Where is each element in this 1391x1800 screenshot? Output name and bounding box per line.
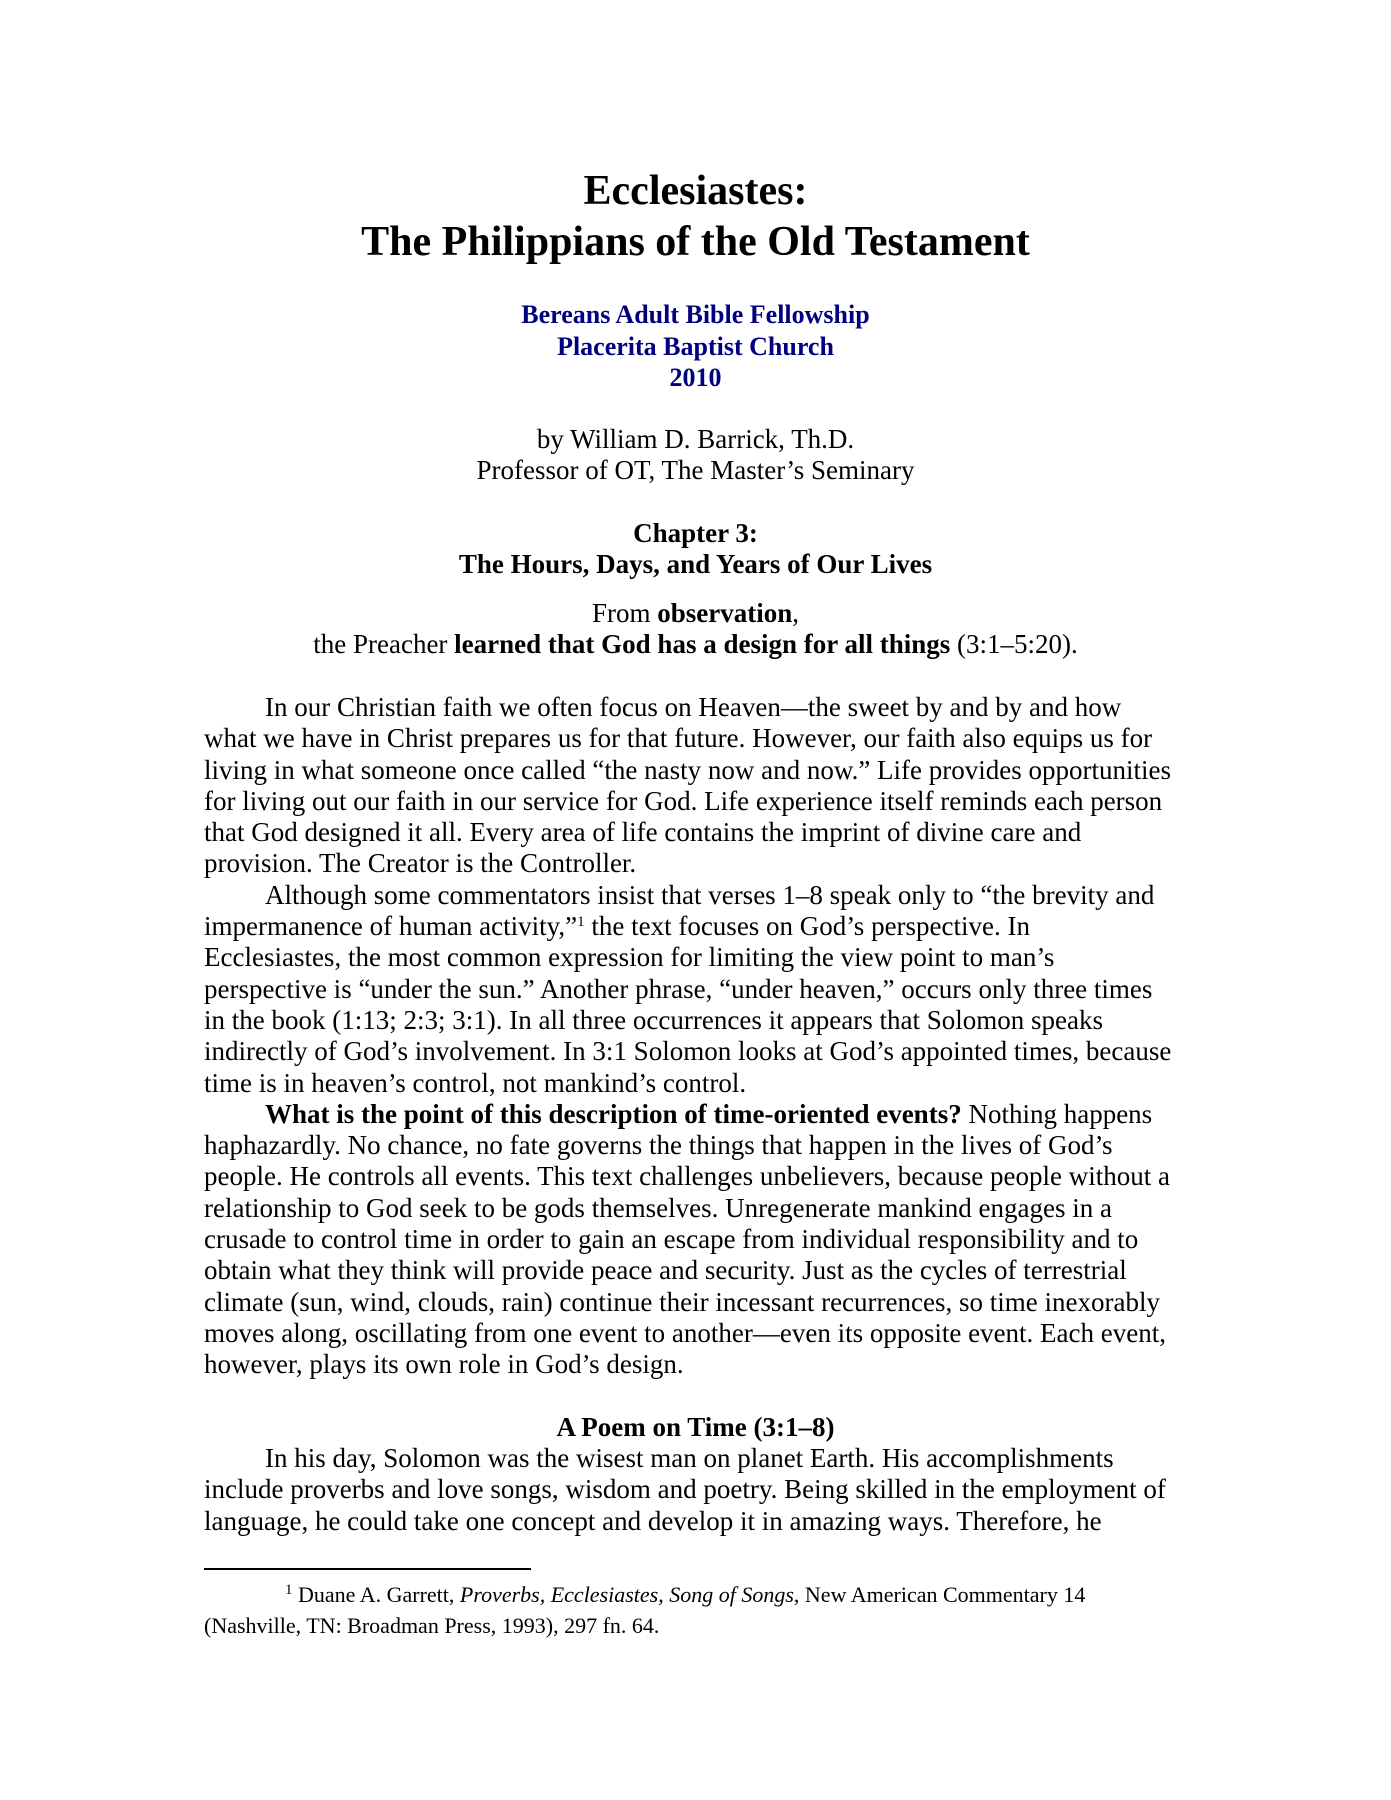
text-run: provision. The Creator is the Controller. [204, 848, 637, 879]
document-title [0, 166, 1391, 268]
text-line [204, 911, 1194, 942]
text-line [204, 1193, 1194, 1224]
text-run: in the book (1:13; 2:3; 3:1). In all three occurrences it appears that Solomon speaks [204, 1004, 1104, 1035]
text-run: , New American Commentary 14 [793, 1582, 1086, 1607]
text-line [204, 817, 1194, 848]
text-line [204, 1224, 1194, 1255]
text-line [204, 880, 1194, 911]
text-run: indirectly of God’s involvement. In 3:1 Solomon looks at God’s appointed times, because [204, 1036, 1172, 1067]
text-run: the Preacher [313, 629, 455, 660]
organization-block [0, 299, 1391, 394]
text-run: what we have in Christ prepares us for that future. However, our faith also equips us for [204, 723, 1153, 754]
text-run: however, plays its own role in God’s design. [204, 1349, 684, 1380]
thesis-statement [0, 598, 1391, 661]
body-text [204, 692, 1194, 1381]
text-run: people. He controls all events. This text challenges unbelievers, because people without a [204, 1161, 1170, 1192]
text-line [204, 786, 1194, 817]
text-run: climate (sun, wind, clouds, rain) continue their incessant recurrences, so time inexorably [204, 1286, 1160, 1317]
bold-text: What is the point of this description of time-oriented events? [265, 1098, 962, 1129]
chapter-number: Chapter 3: [633, 518, 758, 548]
text-run: In his day, Solomon was the wisest man on planet Earth. His accomplishments [265, 1443, 1114, 1473]
footnote [204, 1580, 1085, 1643]
text-run: crusade to control time in order to gain an escape from individual responsibility and to [204, 1224, 1139, 1255]
text-run: Duane A. Garrett, [292, 1582, 460, 1607]
thesis-line [0, 629, 1391, 660]
text-run: include proverbs and love songs, wisdom and poetry. Being skilled in the employment of [204, 1474, 1166, 1505]
author-name: by William D. Barrick, Th.D. [536, 424, 855, 454]
bold-text: learned that God has a design for all things [454, 629, 951, 660]
text-run: relationship to God seek to be gods themselves. Unregenerate mankind engages in a [204, 1192, 1112, 1223]
italic-text: Proverbs, Ecclesiastes, Song of Songs [459, 1582, 794, 1607]
year: 2010 [669, 363, 722, 392]
text-line [204, 1036, 1194, 1067]
text-line [204, 1580, 1085, 1611]
text-line [204, 1161, 1194, 1192]
text-run: Although some commentators insist that verses 1–8 speak only to “the brevity and [265, 879, 1155, 910]
text-run: Nothing happens [961, 1098, 1153, 1129]
church-name: Placerita Baptist Church [557, 331, 834, 361]
text-run: haphazardly. No chance, no fate governs the things that happen in the lives of God’s [204, 1130, 1113, 1161]
text-run: Ecclesiastes, the most common expression for limiting the view point to man’s [204, 942, 1055, 973]
text-run: (Nashville, TN: Broadman Press, 1993), 297 fn. 64. [204, 1613, 660, 1639]
title-line-2: The Philippians of the Old Testament [361, 219, 1030, 265]
text-line [204, 1005, 1194, 1036]
text-line [204, 1506, 1194, 1537]
text-line [204, 848, 1194, 879]
text-run: moves along, oscillating from one event to another—even its opposite event. Each event, [204, 1317, 1166, 1348]
text-line [204, 1287, 1194, 1318]
text-run: time is in heaven’s control, not mankind’s control. [204, 1067, 747, 1098]
text-line [204, 755, 1194, 786]
text-run: , [792, 598, 799, 628]
text-line [204, 1318, 1194, 1349]
thesis-line [0, 598, 1391, 629]
text-run: that God designed it all. Every area of life contains the imprint of divine care and [204, 817, 1082, 848]
fellowship-name: Bereans Adult Bible Fellowship [521, 300, 870, 329]
text-run: perspective is “under the sun.” Another phrase, “under heaven,” occurs only three times [204, 973, 1153, 1004]
section-heading: A Poem on Time (3:1–8) [556, 1412, 835, 1442]
title-line-1: Ecclesiastes: [583, 168, 808, 214]
text-run: From [591, 598, 658, 628]
footnote-separator [204, 1568, 531, 1570]
text-line [204, 692, 1194, 723]
text-line [204, 942, 1194, 973]
author-title: Professor of OT, The Master’s Seminary [476, 455, 915, 486]
footnote-marker: 1 [577, 914, 585, 931]
text-run: for living out our faith in our service for God. Life experience itself reminds each person [204, 785, 1163, 816]
section-body-text [204, 1443, 1194, 1537]
chapter-heading [0, 518, 1391, 581]
text-line [204, 1443, 1194, 1474]
author-block [0, 424, 1391, 487]
text-line [204, 723, 1194, 754]
text-run: impermanence of human activity,” [204, 911, 578, 942]
text-line [204, 1611, 1085, 1642]
chapter-title: The Hours, Days, and Years of Our Lives [458, 549, 933, 580]
text-run: (3:1–5:20). [950, 629, 1078, 660]
text-run: the text focuses on God’s perspective. In [584, 911, 1030, 942]
text-line [204, 1130, 1194, 1161]
bold-text: observation [657, 598, 793, 628]
text-run: language, he could take one concept and develop it in amazing ways. Therefore, he [204, 1505, 1102, 1536]
footnote-marker: 1 [285, 1582, 293, 1598]
text-line [204, 1068, 1194, 1099]
text-line [204, 974, 1194, 1005]
text-run: In our Christian faith we often focus on Heaven—the sweet by and by and how [265, 692, 1122, 722]
text-run: living in what someone once called “the nasty now and now.” Life provides opportunities [204, 754, 1172, 785]
text-run: obtain what they think will provide peace and security. Just as the cycles of terrestrial [204, 1255, 1127, 1286]
text-line [204, 1474, 1194, 1505]
text-line [204, 1099, 1194, 1130]
text-line [204, 1255, 1194, 1286]
text-line [204, 1349, 1194, 1380]
